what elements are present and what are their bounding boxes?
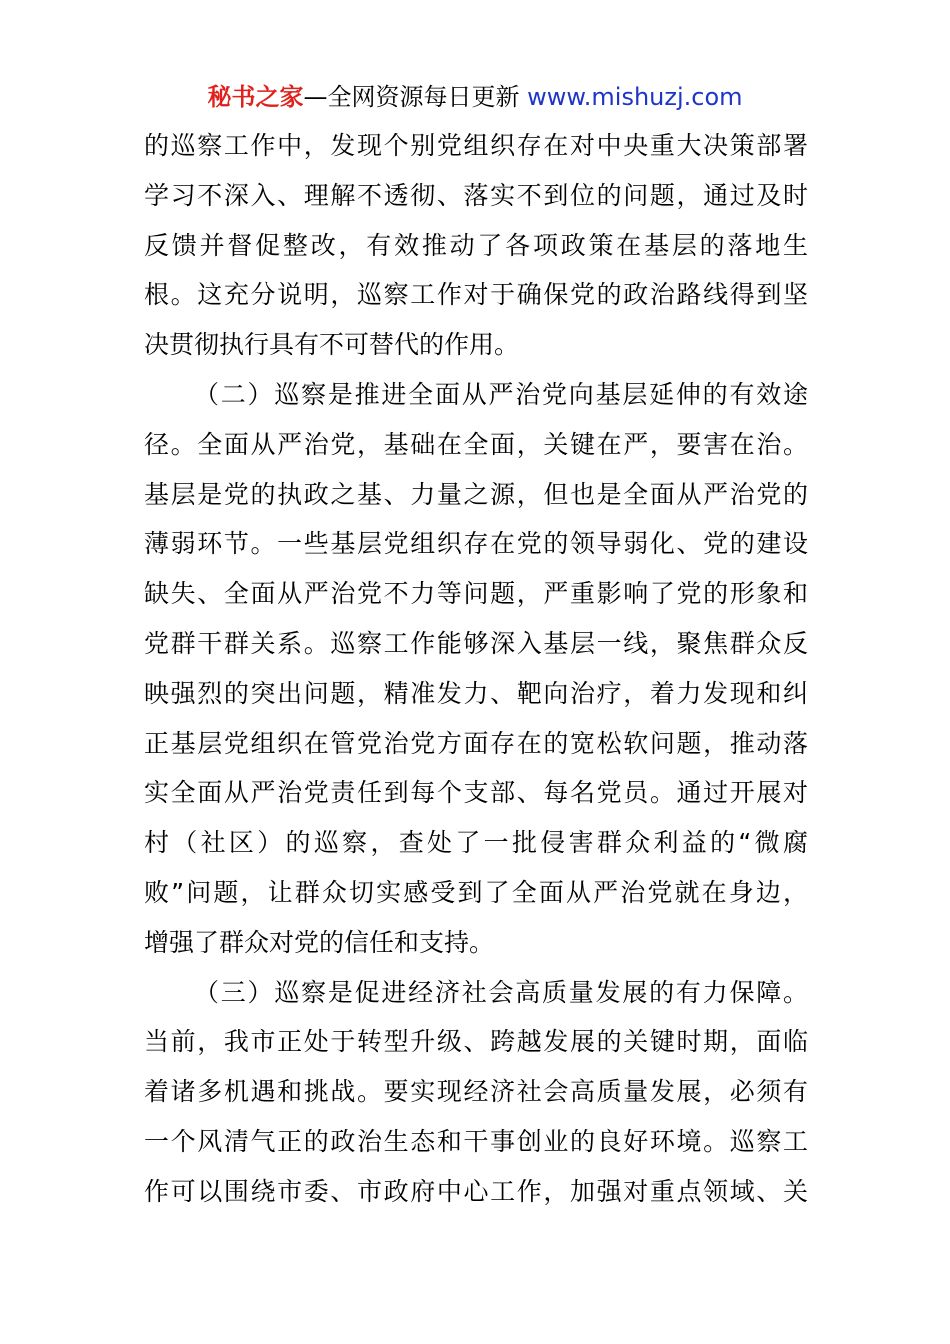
text-line: 映强烈的突出问题，精准发力、靶向治疗，着力发现和纠 — [144, 678, 808, 708]
text-line: 的巡察工作中，发现个别党组织存在对中央重大决策部署 — [144, 131, 808, 160]
site-header — [0, 80, 950, 114]
text-line: 败”问题，让群众切实感受到了全面从严治党就在身边， — [144, 877, 808, 907]
text-line: 基层是党的执政之基、力量之源，但也是全面从严治党的 — [144, 479, 808, 509]
text-line: 实全面从严治党责任到每个支部、每名党员。通过开展对 — [144, 778, 808, 808]
text-line: 增强了群众对党的信任和支持。 — [144, 927, 495, 957]
text-line: 村（社区）的巡察，查处了一批侵害群众利益的“微腐 — [144, 828, 808, 858]
text-line: 作可以围绕市委、市政府中心工作，加强对重点领域、关 — [144, 1176, 808, 1206]
text-line: 着诸多机遇和挑战。要实现经济社会高质量发展，必须有 — [144, 1077, 808, 1107]
text-line: 缺失、全面从严治党不力等问题，严重影响了党的形象和 — [144, 579, 808, 609]
site-tagline: —全网资源每日更新 — [303, 83, 528, 111]
text-line: 薄弱环节。一些基层党组织存在党的领导弱化、党的建设 — [144, 529, 808, 559]
text-line: （二）巡察是推进全面从严治党向基层延伸的有效途 — [194, 379, 808, 409]
site-url: www.mishuzj.com — [527, 83, 743, 111]
text-line: 当前，我市正处于转型升级、跨越发展的关键时期，面临 — [144, 1027, 808, 1057]
text-line: 反馈并督促整改，有效推动了各项政策在基层的落地生 — [144, 230, 808, 260]
text-line: 决贯彻执行具有不可替代的作用。 — [144, 330, 520, 360]
text-line: （三）巡察是促进经济社会高质量发展的有力保障。 — [194, 977, 808, 1007]
text-line: 正基层党组织在管党治党方面存在的宽松软问题，推动落 — [144, 728, 808, 758]
text-line: 学习不深入、理解不透彻、落实不到位的问题，通过及时 — [144, 180, 808, 210]
text-line: 党群干群关系。巡察工作能够深入基层一线，聚焦群众反 — [144, 628, 808, 658]
text-line: 一个风清气正的政治生态和干事创业的良好环境。巡察工 — [144, 1126, 808, 1156]
document-body — [144, 121, 808, 1217]
text-line: 根。这充分说明，巡察工作对于确保党的政治路线得到坚 — [144, 280, 808, 310]
text-line: 径。全面从严治党，基础在全面，关键在严，要害在治。 — [144, 429, 808, 459]
site-brand: 秘书之家 — [207, 83, 304, 111]
